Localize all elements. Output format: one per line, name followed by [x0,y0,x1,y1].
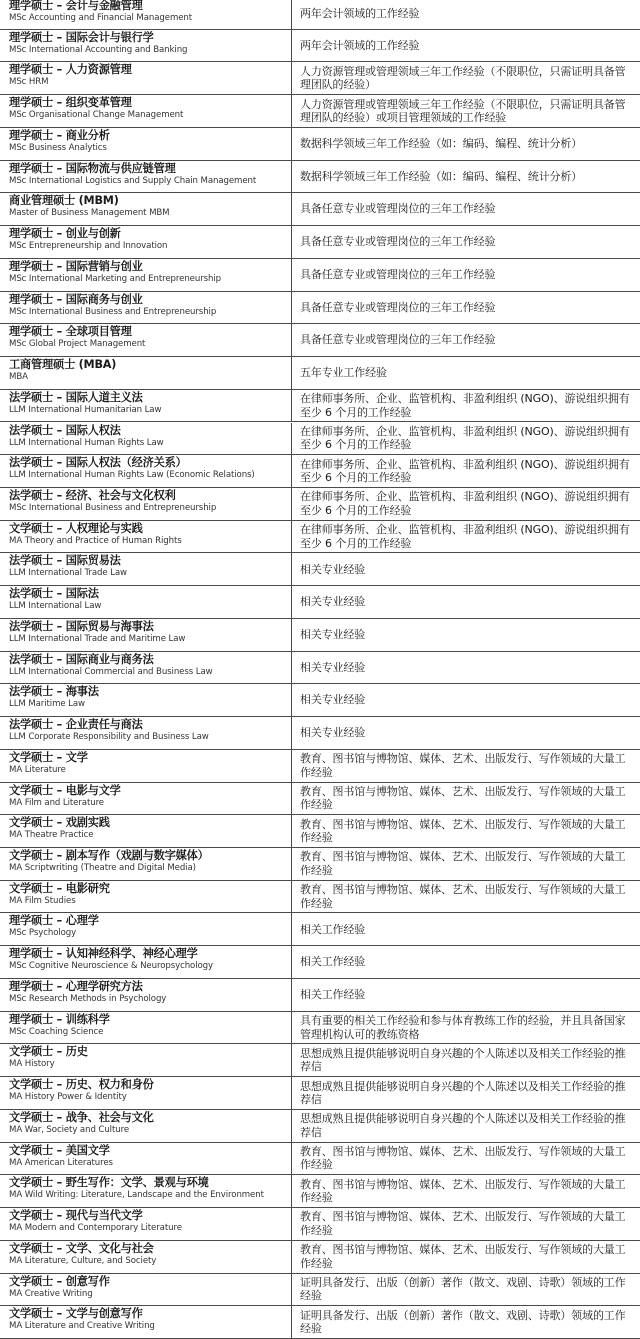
program-name-cell [0,1110,292,1142]
program-name-zh: 理学硕士 – 人力资源管理 [9,63,132,77]
table-row [0,324,640,357]
program-name-cell [0,1077,292,1109]
table-row [0,357,640,390]
requirement-cell [292,1274,640,1306]
requirement-text: 相关专业经验 [300,660,366,674]
table-row [0,455,640,488]
program-name-zh: 法学硕士 – 国际商业与商务法 [9,652,154,666]
requirement-cell [292,1077,640,1109]
table-row [0,553,640,586]
table-row [0,750,640,783]
requirement-cell [292,1208,640,1240]
requirement-cell [292,1044,640,1076]
requirement-cell [292,979,640,1011]
requirement-cell [292,1143,640,1175]
program-name-zh: 法学硕士 – 国际贸易法 [9,554,121,568]
program-name-en: MSc Cognitive Neuroscience & Neuropsychology [9,961,213,972]
program-name-en: MSc Psychology [9,928,77,939]
requirement-text: 具有重要的相关工作经验和参与体育教练工作的经验，并且具备国家管理机构认可的教练资格 [300,1014,626,1041]
requirement-cell [292,946,640,978]
program-name-cell [0,1012,292,1044]
table-row [0,783,640,816]
table-row [0,488,640,521]
program-name-zh: 理学硕士 – 国际商务与创业 [9,292,143,306]
requirement-cell [292,390,640,422]
requirement-text: 人力资源管理或管理领域三年工作经验（不限职位，只需证明具备管理团队的经验） [300,64,626,92]
program-name-cell [0,423,292,455]
program-name-en: MA American Literatures [9,1157,113,1168]
requirement-text: 证明具备发行、出版（创新）著作（散文、戏剧、诗歌）领域的工作经验 [300,1275,626,1303]
program-name-zh: 理学硕士 – 国际物流与供应链管理 [9,161,176,175]
program-name-cell [0,717,292,749]
program-name-en: MA History Power & Identity [9,1092,127,1103]
program-name-zh: 法学硕士 – 国际人权法（经济关系） [9,456,187,470]
program-name-cell [0,652,292,684]
program-name-en: MSc International Marketing and Entrepreneurship [9,273,222,284]
program-name-zh: 商业管理硕士 (MBM) [9,194,119,208]
requirement-cell [292,193,640,225]
requirement-text: 具备任意专业或管理岗位的三年工作经验 [300,333,496,347]
program-name-en: MSc International Business and Entrepreneurship [9,502,217,513]
program-name-en: MA Literature and Creative Writing [9,1321,155,1332]
requirement-cell [292,586,640,618]
program-name-cell [0,62,292,94]
requirement-text: 教育、图书馆与博物馆、媒体、艺术、出版发行、写作领域的大量工作经验 [300,1144,626,1172]
program-name-cell [0,1175,292,1207]
requirement-text: 相关专业经验 [300,628,366,641]
requirement-cell [292,488,640,520]
table-row [0,1143,640,1176]
table-row [0,913,640,946]
requirement-text: 教育、图书馆与博物馆、媒体、艺术、出版发行、写作领域的大量工作经验 [300,784,626,812]
program-name-en: MA Film and Literature [9,797,104,808]
program-name-cell [0,0,292,29]
requirement-cell [292,521,640,553]
table-row [0,1306,640,1339]
program-name-en: MA Literature [9,764,66,775]
requirement-cell [292,62,640,94]
requirement-cell [292,913,640,945]
program-name-zh: 工商管理硕士 (MBA) [9,358,117,372]
program-name-cell [0,1274,292,1306]
table-row [0,1208,640,1241]
requirement-cell [292,324,640,356]
program-name-en: MA Theatre Practice [9,830,94,841]
requirement-text: 相关工作经验 [300,988,366,1002]
program-name-cell [0,848,292,880]
program-name-zh: 文学硕士 – 历史、权力和身份 [9,1078,154,1092]
program-name-cell [0,1143,292,1175]
program-name-cell [0,390,292,422]
requirement-cell [292,357,640,389]
program-name-zh: 理学硕士 – 心理学 [9,914,99,928]
table-row [0,1077,640,1110]
program-name-en: LLM International Law [9,601,102,612]
program-name-en: MSc Global Project Management [9,339,146,350]
program-name-en: MSc Entrepreneurship and Innovation [9,241,168,252]
table-row [0,684,640,717]
requirement-cell [292,1306,640,1338]
table-row [0,848,640,881]
requirement-text: 证明具备发行、出版（创新）著作（散文、戏剧、诗歌）领域的工作经验 [300,1308,626,1336]
program-name-cell [0,292,292,324]
requirement-text: 在律师事务所、企业、监管机构、非盈利组织 (NGO)、游说组织拥有至少 6 个月的工作经验 [300,392,630,419]
requirement-text: 具备任意专业或管理岗位的三年工作经验 [300,267,496,281]
program-name-cell [0,259,292,291]
program-name-cell [0,979,292,1011]
requirement-text: 相关专业经验 [300,726,366,740]
program-name-zh: 理学硕士 – 创业与创新 [9,227,121,241]
program-name-cell [0,619,292,651]
requirement-cell [292,423,640,455]
program-name-zh: 文学硕士 – 文学 [9,750,88,764]
program-name-zh: 文学硕士 – 剧本写作（戏剧与数字媒体） [9,849,209,863]
program-name-en: MA Wild Writing: Literature, Landscape and the Environment [9,1190,264,1201]
program-name-en: MA Film Studies [9,895,76,906]
program-name-cell [0,357,292,389]
table-row [0,161,640,194]
program-name-zh: 理学硕士 – 训练科学 [9,1012,110,1026]
table-row [0,259,640,292]
program-name-cell [0,946,292,978]
program-name-en: LLM International Humanitarian Law [9,404,162,415]
program-name-zh: 法学硕士 – 国际法 [9,587,99,601]
program-name-zh: 理学硕士 – 国际会计与银行学 [9,30,154,44]
program-name-en: MA History [9,1059,55,1070]
program-name-cell [0,455,292,487]
program-name-cell [0,750,292,782]
program-name-en: MA Creative Writing [9,1288,93,1299]
program-name-zh: 理学硕士 – 国际营销与创业 [9,259,143,273]
program-name-en: MSc International Business and Entrepreneurship [9,306,217,317]
program-name-cell [0,161,292,193]
program-name-cell [0,684,292,716]
program-name-zh: 文学硕士 – 创意写作 [9,1274,110,1288]
requirement-cell [292,226,640,258]
table-row [0,979,640,1012]
program-name-zh: 法学硕士 – 国际贸易与海事法 [9,619,154,633]
requirement-cell [292,259,640,291]
program-name-cell [0,1241,292,1273]
program-name-zh: 文学硕士 – 历史 [9,1045,88,1059]
requirement-cell [292,161,640,193]
program-name-en: Master of Business Management MBM [9,208,170,219]
requirement-text: 在律师事务所、企业、监管机构、非盈利组织 (NGO)、游说组织拥有至少 6 个月的工作经验 [300,523,630,550]
requirement-text: 具备任意专业或管理岗位的三年工作经验 [300,202,496,216]
requirement-cell [292,553,640,585]
requirement-text: 思想成熟且提供能够说明自身兴趣的个人陈述以及相关工作经验的推荐信 [300,1112,626,1139]
table-row [0,1175,640,1208]
program-name-zh: 理学硕士 – 心理学研究方法 [9,979,143,993]
program-name-en: MSc Coaching Science [9,1026,104,1037]
table-row [0,62,640,95]
requirement-text: 具备任意专业或管理岗位的三年工作经验 [300,300,496,314]
program-name-cell [0,226,292,258]
requirement-cell [292,128,640,160]
program-name-en: MA Literature, Culture, and Society [9,1255,157,1266]
program-name-en: LLM International Trade and Maritime Law [9,633,186,644]
requirement-cell [292,848,640,880]
program-name-en: MBA [9,372,28,383]
program-name-zh: 理学硕士 – 全球项目管理 [9,325,132,339]
requirement-text: 数据科学领域三年工作经验（如：编码、编程、统计分析） [300,137,583,151]
requirement-cell [292,455,640,487]
requirement-text: 两年会计领域的工作经验 [300,6,420,20]
program-name-cell [0,815,292,847]
program-name-en: LLM International Commercial and Business Law [9,666,213,677]
requirement-cell [292,717,640,749]
requirement-cell [292,881,640,913]
table-row [0,292,640,325]
table-row [0,1012,640,1045]
table-row [0,423,640,456]
program-name-en: LLM Maritime Law [9,699,85,710]
requirement-text: 思想成熟且提供能够说明自身兴趣的个人陈述以及相关工作经验的推荐信 [300,1079,626,1106]
requirement-cell [292,1110,640,1142]
requirement-text: 教育、图书馆与博物馆、媒体、艺术、出版发行、写作领域的大量工作经验 [300,883,626,910]
requirement-text: 教育、图书馆与博物馆、媒体、艺术、出版发行、写作领域的大量工作经验 [300,1210,626,1237]
table-row [0,1274,640,1307]
requirement-text: 相关专业经验 [300,562,366,576]
requirement-cell [292,1175,640,1207]
program-name-zh: 理学硕士 – 认知神经科学、神经心理学 [9,947,198,961]
requirement-cell [292,783,640,815]
program-name-zh: 文学硕士 – 文学与创意写作 [9,1307,143,1321]
table-row [0,390,640,423]
program-name-zh: 文学硕士 – 文学、文化与社会 [9,1241,154,1255]
program-name-zh: 文学硕士 – 电影研究 [9,881,110,895]
program-name-zh: 法学硕士 – 经济、社会与文化权利 [9,488,176,502]
program-name-cell [0,521,292,553]
requirement-text: 具备任意专业或管理岗位的三年工作经验 [300,235,496,249]
table-row [0,226,640,259]
requirement-text: 数据科学领域三年工作经验（如：编码、编程、统计分析） [300,169,583,183]
requirement-cell [292,30,640,62]
requirement-text: 相关工作经验 [300,955,366,969]
requirement-text: 教育、图书馆与博物馆、媒体、艺术、出版发行、写作领域的大量工作经验 [300,817,626,845]
program-name-en: LLM International Human Rights Law (Economic Relations) [9,470,255,481]
program-name-en: MSc International Accounting and Banking [9,44,188,55]
program-name-zh: 理学硕士 – 组织变革管理 [9,96,132,110]
program-name-cell [0,95,292,127]
requirement-cell [292,1241,640,1273]
table-row [0,652,640,685]
program-name-cell [0,783,292,815]
program-name-en: MA Scriptwriting (Theatre and Digital Media) [9,863,196,874]
requirement-text: 人力资源管理或管理领域三年工作经验（不限职位，只需证明具备管理团队的经验）或项目管理领域的工作经验 [300,97,626,125]
program-name-zh: 文学硕士 – 人权理论与实践 [9,521,143,535]
table-row [0,521,640,554]
program-name-en: LLM International Trade Law [9,568,127,579]
program-name-cell [0,30,292,62]
program-name-zh: 法学硕士 – 国际人权法 [9,423,121,437]
program-name-en: MSc International Logistics and Supply Chain Management [9,175,257,186]
requirement-text: 相关专业经验 [300,595,366,609]
table-row [0,881,640,914]
table-row [0,95,640,128]
program-name-zh: 法学硕士 – 企业责任与商法 [9,718,143,732]
program-name-cell [0,324,292,356]
program-name-en: MSc HRM [9,77,49,88]
table-row [0,815,640,848]
requirement-cell [292,684,640,716]
requirement-text: 在律师事务所、企业、监管机构、非盈利组织 (NGO)、游说组织拥有至少 6 个月的工作经验 [300,424,630,452]
program-name-en: MA Theory and Practice of Human Rights [9,535,182,546]
program-name-zh: 理学硕士 – 会计与金融管理 [9,0,143,12]
table-row [0,1241,640,1274]
requirement-text: 在律师事务所、企业、监管机构、非盈利组织 (NGO)、游说组织拥有至少 6 个月的工作经验 [300,457,630,485]
table-row [0,619,640,652]
program-name-zh: 文学硕士 – 现代与当代文学 [9,1209,143,1223]
program-name-en: MA Modern and Contemporary Literature [9,1223,182,1234]
program-name-cell [0,1306,292,1338]
table-row [0,946,640,979]
program-name-en: MSc Research Methods in Psychology [9,993,167,1004]
requirement-cell [292,815,640,847]
program-name-zh: 理学硕士 – 商业分析 [9,128,110,142]
program-name-zh: 文学硕士 – 电影与文学 [9,783,121,797]
table-row [0,128,640,161]
program-name-zh: 文学硕士 – 戏剧实践 [9,816,110,830]
requirement-cell [292,750,640,782]
requirement-text: 教育、图书馆与博物馆、媒体、艺术、出版发行、写作领域的大量工作经验 [300,752,626,779]
program-name-zh: 文学硕士 – 野生写作：文学、景观与环境 [9,1176,209,1190]
program-name-cell [0,586,292,618]
program-name-zh: 文学硕士 – 战争、社会与文化 [9,1110,154,1124]
requirement-cell [292,95,640,127]
requirement-text: 思想成熟且提供能够说明自身兴趣的个人陈述以及相关工作经验的推荐信 [300,1046,626,1074]
requirement-text: 两年会计领域的工作经验 [300,38,420,52]
requirement-text: 教育、图书馆与博物馆、媒体、艺术、出版发行、写作领域的大量工作经验 [300,850,626,877]
table-row [0,1044,640,1077]
program-name-zh: 法学硕士 – 海事法 [9,685,99,699]
program-name-cell [0,1208,292,1240]
program-name-en: MA War, Society and Culture [9,1124,130,1135]
requirement-text: 相关工作经验 [300,922,366,936]
program-name-en: MSc Organisational Change Management [9,110,184,121]
requirement-text: 教育、图书馆与博物馆、媒体、艺术、出版发行、写作领域的大量工作经验 [300,1177,626,1205]
table-row [0,586,640,619]
requirement-text: 相关专业经验 [300,693,366,707]
program-name-en: MSc Business Analytics [9,142,107,153]
program-name-cell [0,128,292,160]
table-row [0,30,640,63]
requirement-text: 在律师事务所、企业、监管机构、非盈利组织 (NGO)、游说组织拥有至少 6 个月的工作经验 [300,490,630,517]
requirement-cell [292,652,640,684]
table-row [0,0,640,30]
program-name-cell [0,488,292,520]
program-name-cell [0,553,292,585]
requirement-text: 教育、图书馆与博物馆、媒体、艺术、出版发行、写作领域的大量工作经验 [300,1243,626,1270]
program-name-zh: 文学硕士 – 美国文学 [9,1143,110,1157]
requirement-cell [292,619,640,651]
table-row [0,717,640,750]
program-name-en: MSc Accounting and Financial Management [9,13,193,23]
requirement-cell [292,292,640,324]
requirement-cell [292,1012,640,1044]
program-name-cell [0,881,292,913]
program-name-cell [0,193,292,225]
requirement-text: 五年专业工作经验 [300,366,387,380]
table-row [0,1110,640,1143]
requirement-cell [292,0,640,29]
program-name-en: LLM Corporate Responsibility and Business Law [9,732,209,743]
program-name-zh: 法学硕士 – 国际人道主义法 [9,390,143,404]
program-name-cell [0,1044,292,1076]
program-name-cell [0,913,292,945]
table-row [0,193,640,226]
program-name-en: LLM International Human Rights Law [9,437,164,448]
